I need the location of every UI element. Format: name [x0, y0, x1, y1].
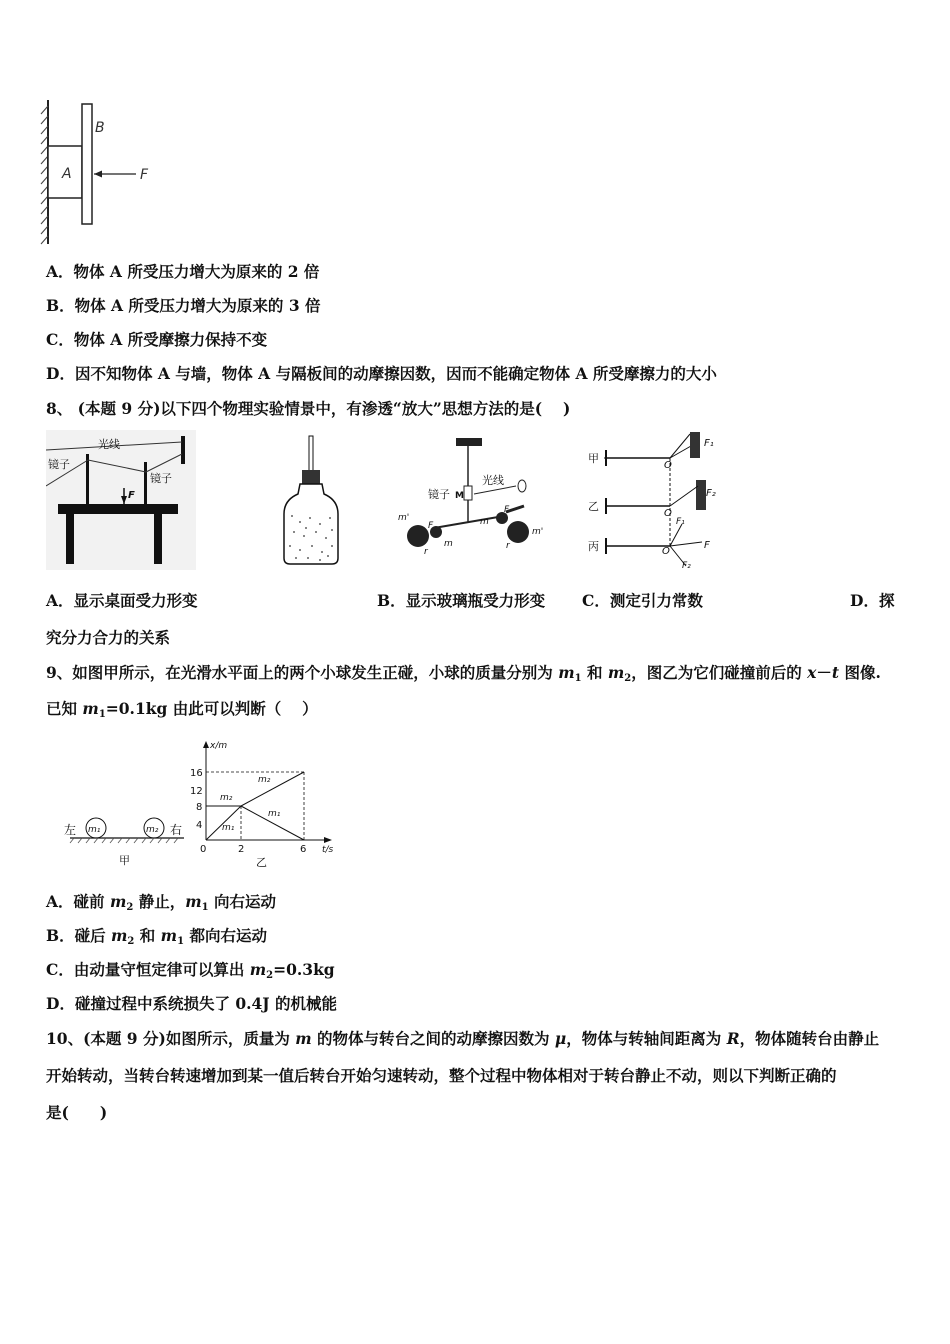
label-a: A	[62, 166, 72, 182]
label-m-prime-2: m'	[532, 527, 544, 537]
label-o-1: O	[664, 460, 672, 471]
force-composition-figure	[586, 428, 726, 568]
label-f: F	[140, 167, 149, 183]
label-mirror-c: 镜子	[428, 488, 450, 501]
label-b: B	[95, 120, 105, 136]
q8-option-d[interactable]: D．探	[850, 591, 895, 610]
xt-graph-figure	[186, 738, 346, 870]
q9-option-a[interactable]: A．碰前 $m_2$ 静止，$m_1$ 向右运动	[46, 892, 276, 913]
line-label-m2-before: m₂	[220, 793, 233, 803]
label-m-2: m	[480, 517, 489, 527]
q8-stem: 8、 (本题 9 分)以下四个物理实验情景中，有渗透“放大”思想方法的是( )	[46, 399, 571, 418]
y-tick-16: 16	[190, 768, 203, 779]
torsion-balance-figure	[398, 436, 548, 566]
ball-m1: m₁	[88, 825, 101, 835]
label-mirror-2: 镜子	[150, 472, 172, 485]
label-f1: F₁	[704, 438, 714, 449]
label-light: 光线	[98, 438, 120, 451]
label-bing-d: 丙	[588, 540, 599, 553]
desk-mirror-figure	[46, 430, 196, 570]
line-label-m2-after: m₂	[258, 775, 271, 785]
q8-option-d-cont: 究分力合力的关系	[46, 628, 171, 647]
y-axis-label: x/m	[210, 741, 228, 751]
q10-stem-line3: 是( )	[46, 1103, 108, 1122]
label-yi-d: 乙	[588, 500, 599, 513]
label-f-force: F	[128, 490, 135, 501]
q7-option-c[interactable]: C．物体 A 所受摩擦力保持不变	[46, 330, 268, 349]
label-f-1: F	[428, 521, 434, 531]
label-mirror-1: 镜子	[48, 458, 70, 471]
label-jia-d: 甲	[588, 452, 599, 465]
label-o-3: O	[662, 546, 670, 557]
label-r-2: r	[506, 541, 510, 551]
label-o-2: O	[664, 508, 672, 519]
line-label-m1-before: m₁	[222, 823, 235, 833]
y-tick-12: 12	[190, 786, 203, 797]
label-light-c: 光线	[482, 474, 504, 487]
glass-bottle-figure	[282, 434, 342, 566]
y-tick-4: 4	[196, 820, 203, 831]
label-left: 左	[64, 823, 77, 837]
label-f1-d: F₁	[676, 517, 685, 527]
label-yi: 乙	[256, 856, 267, 869]
x-tick-2: 2	[238, 844, 245, 855]
x-axis-label: t/s	[322, 845, 334, 855]
q8-option-a[interactable]: A．显示桌面受力形变	[46, 591, 198, 610]
q9-stem-line2: 已知 $m_1=0.1kg$ 由此可以判断（ ）	[46, 699, 318, 720]
y-tick-8: 8	[196, 802, 203, 813]
wall-block-figure	[38, 98, 168, 248]
q9-stem-line1: 9、如图甲所示，在光滑水平面上的两个小球发生正碰，小球的质量分别为 $m_1$ 和 $m_2$，图乙为它们碰撞前后的 x－t 图像.	[46, 663, 881, 684]
label-f-d: F	[704, 540, 710, 551]
q9-option-d[interactable]: D．碰撞过程中系统损失了 0.4J 的机械能	[46, 994, 338, 1013]
label-f-2: F	[504, 505, 510, 515]
origin-0: 0	[200, 844, 207, 855]
q7-option-a[interactable]: A．物体 A 所受压力增大为原来的 2 倍	[46, 262, 320, 281]
label-right: 右	[170, 823, 183, 837]
q8-option-c[interactable]: C．测定引力常数	[582, 591, 703, 610]
q9-option-c[interactable]: C．由动量守恒定律可以算出 $m_2=0.3kg$	[46, 960, 335, 981]
q7-option-b[interactable]: B．物体 A 所受压力增大为原来的 3 倍	[46, 296, 321, 315]
q8-option-b[interactable]: B．显示玻璃瓶受力形变	[377, 591, 546, 610]
ball-m2: m₂	[146, 825, 159, 835]
label-m-1: m	[444, 539, 453, 549]
x-tick-6: 6	[300, 844, 307, 855]
board-b	[82, 104, 92, 224]
label-f2-d: F₂	[682, 561, 691, 568]
q10-stem-line2: 开始转动，当转台转速增加到某一值后转台开始匀速转动，整个过程中物体相对于转台静止不动，则以下判断正确的	[46, 1066, 837, 1085]
label-m-prime-1: m'	[398, 513, 410, 523]
line-label-m1-after: m₁	[268, 809, 281, 819]
q7-option-d[interactable]: D．因不知物体 A 与墙，物体 A 与隔板间的动摩擦因数，因而不能确定物体 A 所受摩擦力的大小	[46, 364, 717, 383]
label-m-big: M	[455, 491, 464, 501]
collision-balls-figure	[62, 808, 192, 874]
q9-option-b[interactable]: B．碰后 $m_2$ 和 $m_1$ 都向右运动	[46, 926, 267, 947]
label-jia: 甲	[119, 854, 130, 867]
q10-stem-line1: 10、(本题 9 分)如图所示，质量为 m 的物体与转台之间的动摩擦因数为 μ，物体与转轴间距离为 R，物体随转台由静止	[46, 1029, 880, 1048]
label-r-1: r	[424, 547, 428, 557]
label-f2: F₂	[706, 488, 716, 499]
